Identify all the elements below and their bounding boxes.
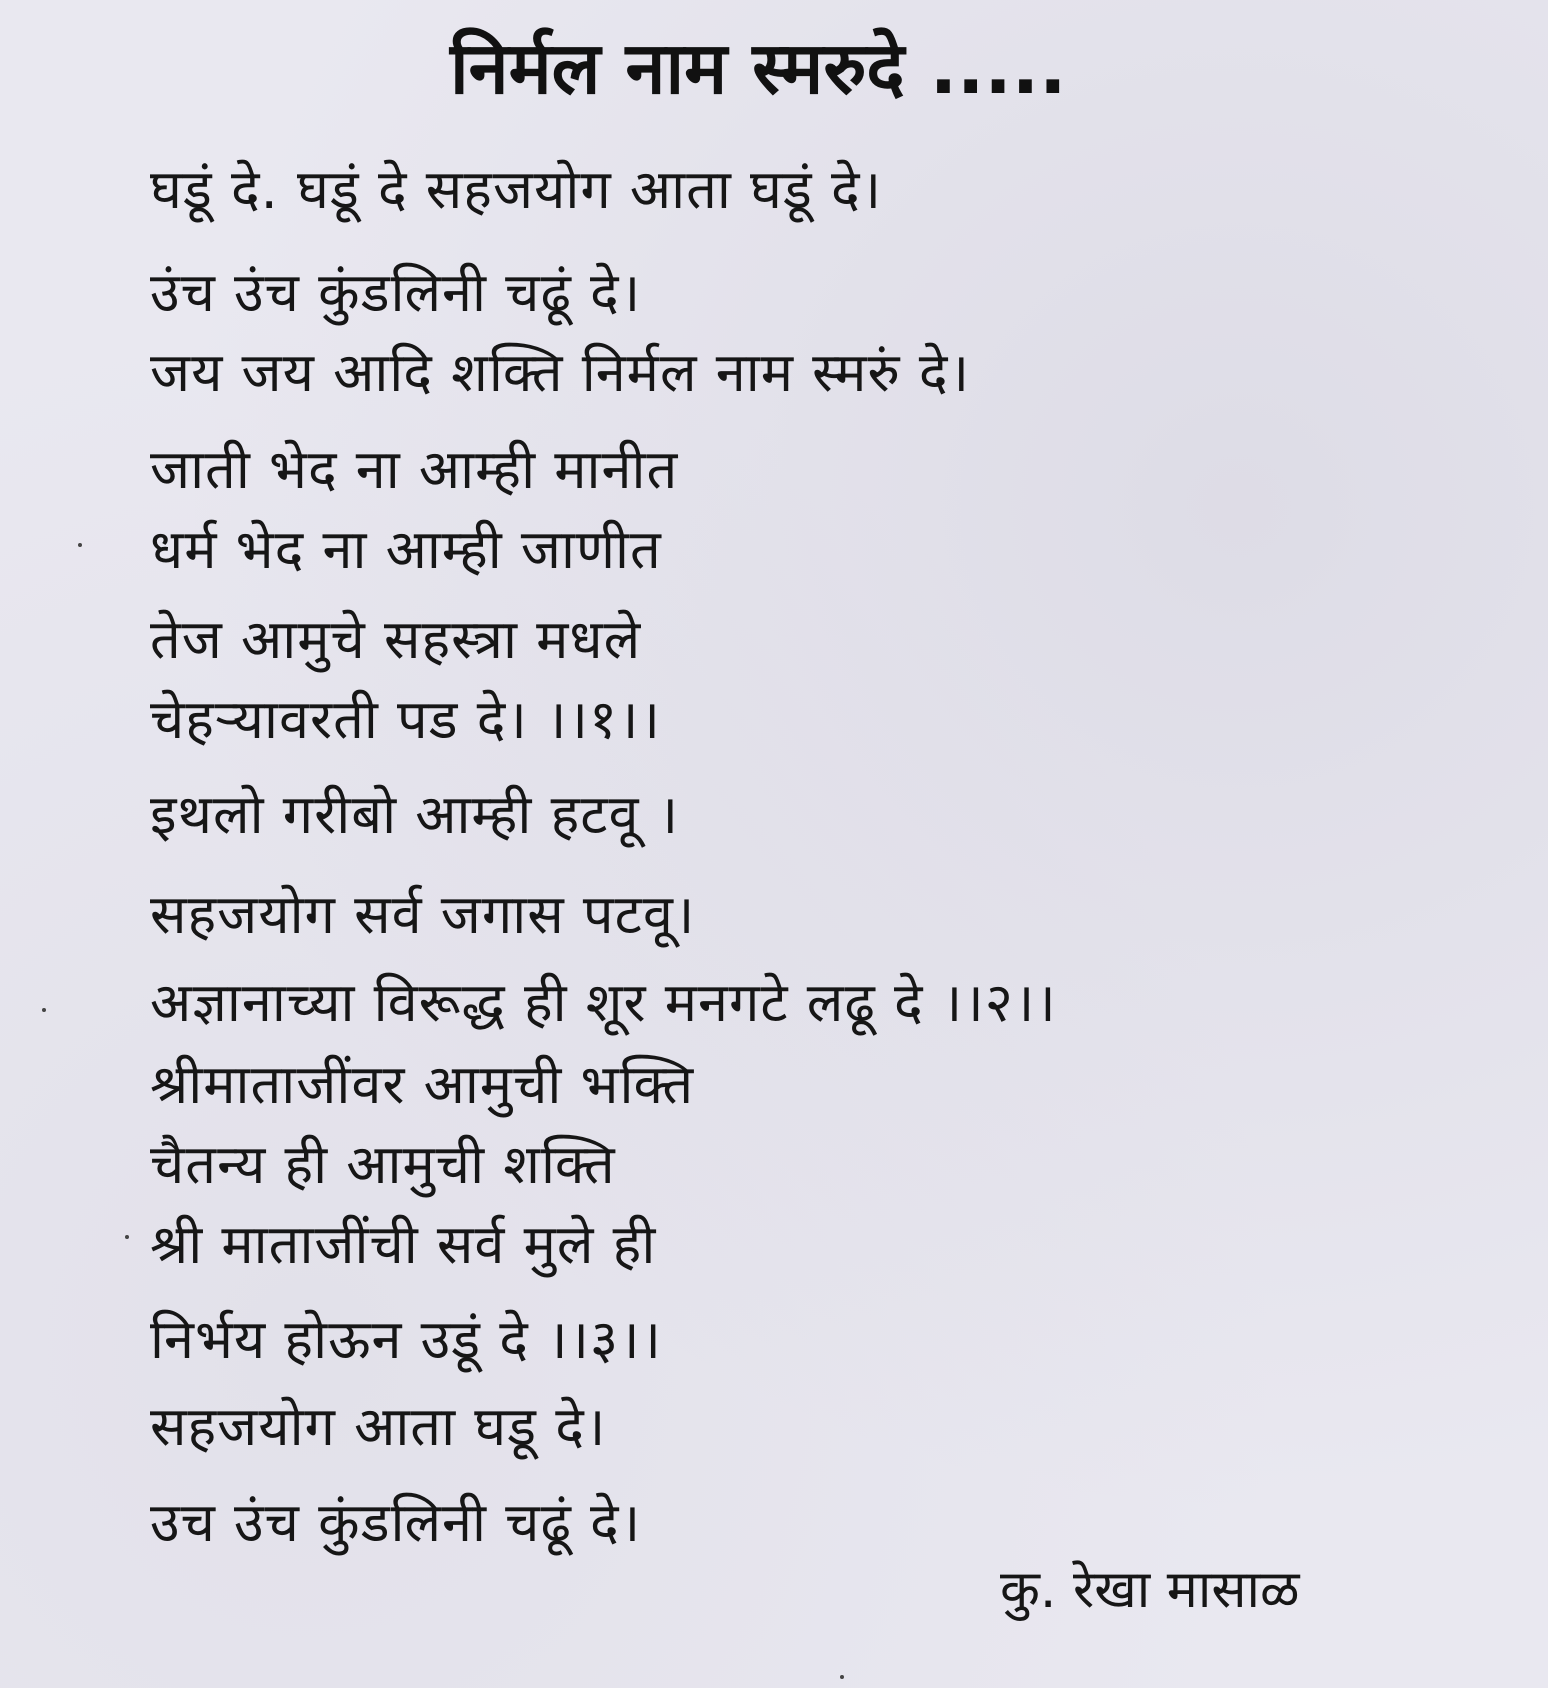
poem-line: सहजयोग सर्व जगास पटवू।: [150, 883, 696, 946]
poem-line: घडूं दे. घडूं दे सहजयोग आता घडूं दे।: [150, 158, 883, 221]
poem-line: तेज आमुचे सहस्त्रा मधले: [150, 608, 642, 671]
print-speck: [125, 1235, 129, 1239]
author-name: कु. रेखा मासाळ: [1000, 1560, 1300, 1620]
poem-line: सहजयोग आता घडू दे।: [150, 1395, 607, 1458]
print-speck: [78, 543, 82, 547]
poem-line: इथलो गरीबो आम्ही हटवू ।: [150, 783, 680, 846]
poem-line: जाती भेद ना आम्ही मानीत: [150, 438, 679, 501]
poem-line: उंच उंच कुंडलिनी चढूं दे।: [150, 261, 642, 324]
poem-line: चैतन्य ही आमुची शक्ति: [150, 1133, 616, 1196]
poem-title: निर्मल नाम स्मरुदे .....: [450, 26, 1067, 110]
poem-line: निर्भय होऊन उडूं दे ।।३।।: [150, 1308, 663, 1371]
poem-line: श्री माताजींची सर्व मुले ही: [150, 1213, 657, 1276]
poem-line: धर्म भेद ना आम्ही जाणीत: [150, 518, 662, 581]
print-speck: [840, 1675, 844, 1679]
print-speck: [42, 1008, 46, 1012]
poem-line: श्रीमाताजींवर आमुची भक्ति: [150, 1053, 695, 1116]
poem-line: चेहऱ्यावरती पड दे। ।।१।।: [150, 688, 661, 751]
poem-line: उच उंच कुंडलिनी चढूं दे।: [150, 1491, 642, 1554]
poem-line: जय जय आदि शक्ति निर्मल नाम स्मरुं दे।: [150, 341, 971, 404]
poem-line: अज्ञानाच्या विरूद्ध ही शूर मनगटे लढू दे ।।२।।: [150, 971, 1057, 1034]
